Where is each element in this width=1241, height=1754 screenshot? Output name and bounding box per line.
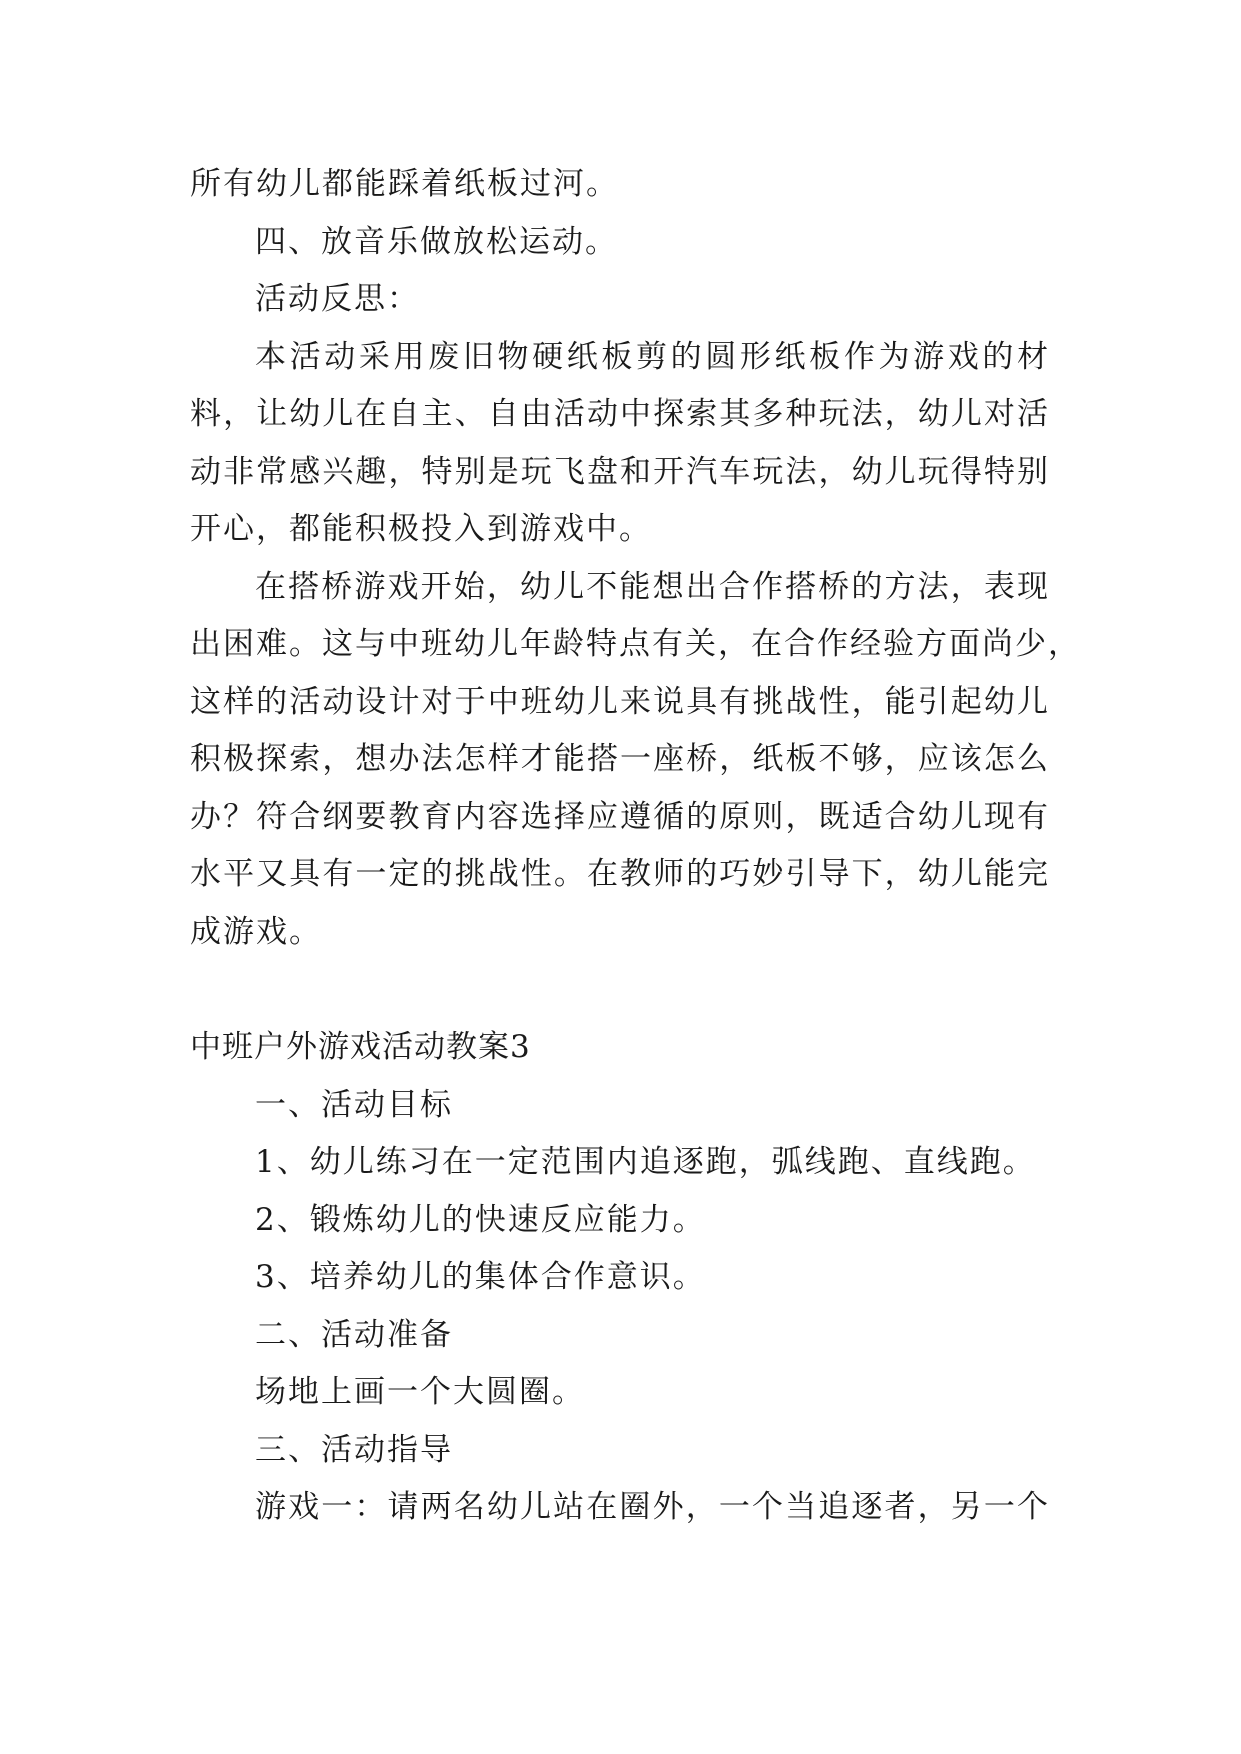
paragraph-line: 开心，都能积极投入到游戏中。 bbox=[190, 511, 652, 547]
document-title: 中班户外游戏活动教案3 bbox=[190, 1029, 531, 1065]
paragraph-line: 出困难。这与中班幼儿年龄特点有关，在合作经验方面尚少， bbox=[190, 626, 1081, 662]
section-heading: 三、活动指导 bbox=[255, 1432, 453, 1468]
paragraph-line: 这样的活动设计对于中班幼儿来说具有挑战性，能引起幼儿 bbox=[190, 684, 1050, 720]
paragraph-line: 在搭桥游戏开始，幼儿不能想出合作搭桥的方法，表现 bbox=[255, 569, 1050, 605]
paragraph-line: 本活动采用废旧物硬纸板剪的圆形纸板作为游戏的材 bbox=[255, 339, 1050, 375]
paragraph-line: 水平又具有一定的挑战性。在教师的巧妙引导下，幼儿能完 bbox=[190, 856, 1050, 892]
paragraph-line: 所有幼儿都能踩着纸板过河。 bbox=[190, 166, 619, 202]
section-heading: 二、活动准备 bbox=[255, 1317, 453, 1353]
paragraph-line: 积极探索，想办法怎样才能搭一座桥，纸板不够，应该怎么 bbox=[190, 741, 1050, 777]
paragraph-line: 游戏一：请两名幼儿站在圈外，一个当追逐者，另一个 bbox=[255, 1489, 1050, 1525]
list-item: 2、锻炼幼儿的快速反应能力。 bbox=[255, 1202, 706, 1238]
paragraph-line: 动非常感兴趣，特别是玩飞盘和开汽车玩法，幼儿玩得特别 bbox=[190, 454, 1050, 490]
paragraph-line: 办？符合纲要教育内容选择应遵循的原则，既适合幼儿现有 bbox=[190, 799, 1050, 835]
list-item: 3、培养幼儿的集体合作意识。 bbox=[255, 1259, 706, 1295]
paragraph-line: 成游戏。 bbox=[190, 914, 322, 950]
list-item: 1、幼儿练习在一定范围内追逐跑，弧线跑、直线跑。 bbox=[255, 1144, 1036, 1180]
paragraph-line: 料，让幼儿在自主、自由活动中探索其多种玩法，幼儿对活 bbox=[190, 396, 1050, 432]
section-heading: 一、活动目标 bbox=[255, 1087, 453, 1123]
section-heading: 活动反思： bbox=[255, 281, 420, 317]
paragraph-line: 场地上画一个大圆圈。 bbox=[255, 1374, 585, 1410]
section-heading: 四、放音乐做放松运动。 bbox=[255, 224, 618, 260]
